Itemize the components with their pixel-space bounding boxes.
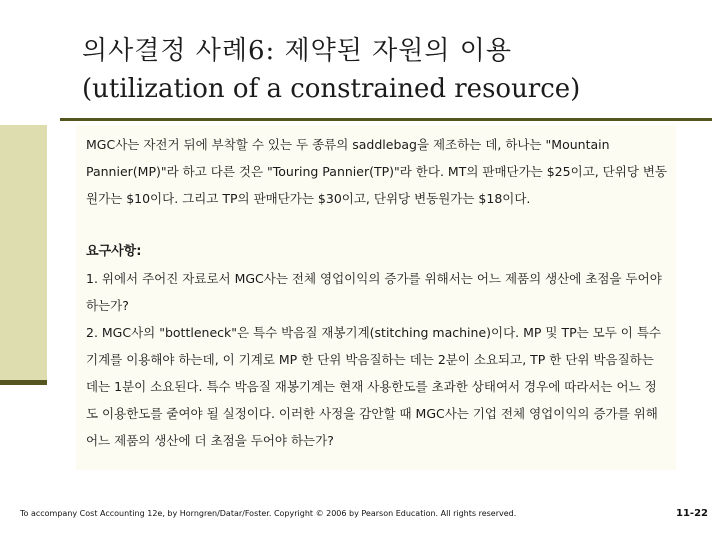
scanned-content-box	[76, 125, 676, 470]
left-accent-bar-edge	[0, 380, 47, 385]
requirement-item-1: 1. 위에서 주어진 자료로서 MGC사는 전체 영업이익의 증가를 위해서는 어느 제품의 생산에 초점을 두어야 하는가?	[86, 271, 662, 313]
requirements-list	[86, 265, 668, 454]
footer-copyright: To accompany Cost Accounting 12e, by Horngren/Datar/Foster. Copyright © 2006 by Pearson Education. All rights reserved.	[20, 509, 517, 518]
slide-title	[82, 32, 702, 108]
title-divider	[60, 118, 712, 121]
left-accent-bar	[0, 125, 47, 385]
case-description: MGC사는 자전거 뒤에 부착할 수 있는 두 종류의 saddlebag을 제조하는 데, 하나는 "Mountain Pannier(MP)"라 하고 다른 것은 "Touring Pannier(TP)"라 한다. MT의 판매단가는 $25이고, 단위당 변동원가는 $10이다. 그리고 TP의 판매단가는 $30이고, 단위당 변동원가는 $18이다.	[86, 137, 668, 206]
requirement-item-2: 2. MGC사의 "bottleneck"은 특수 박음질 재봉기계(stitching machine)이다. MP 및 TP는 모두 이 특수 기계를 이용해야 하는데, 이 기계로 MP 한 단위 박음질하는 데는 2분이 소요되고, TP 한 단위 박음질하는 데는 1분이 소요된다. 특수 박음질 재봉기계는 현재 사용한도를 초과한 상태여서 경우에 따라서는 어느 정도 이용한도를 줄여야 될 실정이다. 이러한 사정을 감안할 때 MGC사는 기업 전체 영업이익의 증가를 위해 어느 제품의 생산에 더 초점을 두어야 하는가?	[86, 325, 662, 448]
title-english: (utilization of a constrained resource)	[82, 74, 581, 104]
title-korean: 의사결정 사례6: 제약된 자원의 이용	[82, 36, 512, 66]
requirements-heading: 요구사항:	[86, 244, 142, 259]
footer	[0, 505, 720, 525]
page-number: 11-22	[676, 508, 708, 519]
